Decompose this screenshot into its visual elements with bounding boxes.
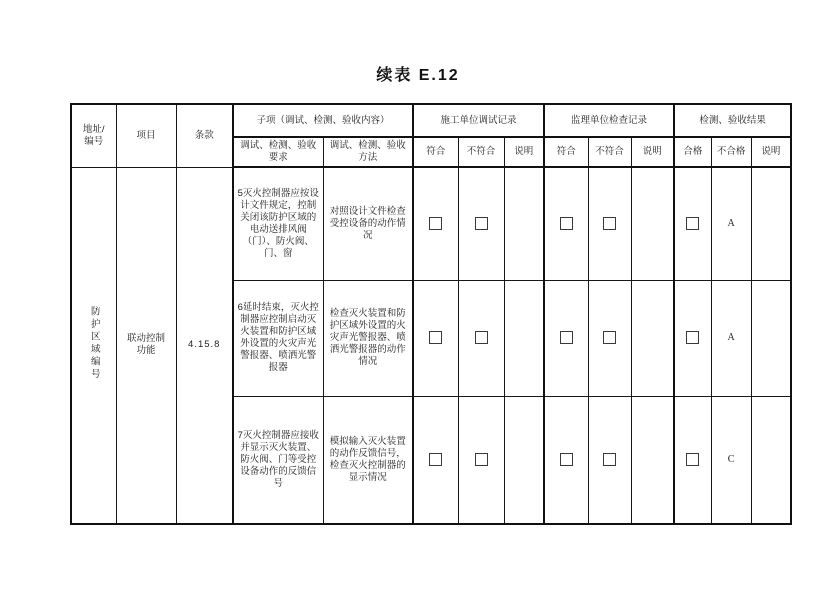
header-method: 调试、检测、验收方法 (323, 137, 413, 167)
supervision-note-cell (631, 280, 674, 396)
method-cell: 检查灭火装置和防护区域外设置的火灾声光警报器、喷洒光警报器的动作情况 (323, 280, 413, 396)
result-note-cell (751, 167, 791, 280)
checkbox-supervision-nonconform-icon[interactable] (603, 331, 616, 344)
header-result-note: 说明 (751, 137, 791, 167)
construction-note-cell (504, 167, 544, 280)
project-cell: 联动控制功能 (116, 167, 176, 524)
checkbox-construction-nonconform-icon[interactable] (475, 453, 488, 466)
result-qualified-cell (674, 396, 711, 524)
supervision-note-cell (631, 396, 674, 524)
requirement-cell: 6延时结束，灭火控制器应控制启动灭火装置和防护区域外设置的火灾声光警报器、喷洒光警报器 (233, 280, 323, 396)
construction-nonconform-cell (458, 280, 504, 396)
supervision-nonconform-cell (588, 167, 631, 280)
construction-conform-cell (413, 167, 458, 280)
header-construction-conform: 符合 (413, 137, 458, 167)
header-project: 项目 (116, 104, 176, 167)
supervision-conform-cell (544, 280, 588, 396)
header-clause: 条款 (176, 104, 233, 167)
checkbox-supervision-conform-icon[interactable] (560, 453, 573, 466)
checkbox-result-qualified-icon[interactable] (686, 453, 699, 466)
supervision-nonconform-cell (588, 280, 631, 396)
result-qualified-cell (674, 280, 711, 396)
table-row (71, 167, 791, 280)
header-supervision-nonconform: 不符合 (588, 137, 631, 167)
method-cell: 模拟输入灭火装置的动作反馈信号，检查灭火控制器的显示情况 (323, 396, 413, 524)
checkbox-supervision-nonconform-icon[interactable] (603, 217, 616, 230)
result-grade-cell: A (711, 167, 751, 280)
checkbox-construction-conform-icon[interactable] (429, 217, 442, 230)
clause-cell: 4.15.8 (176, 167, 233, 524)
construction-note-cell (504, 280, 544, 396)
header-supervision-note: 说明 (631, 137, 674, 167)
checkbox-construction-conform-icon[interactable] (429, 453, 442, 466)
checkbox-construction-nonconform-icon[interactable] (475, 331, 488, 344)
supervision-conform-cell (544, 396, 588, 524)
supervision-conform-cell (544, 167, 588, 280)
result-grade-cell: A (711, 280, 751, 396)
construction-note-cell (504, 396, 544, 524)
checkbox-supervision-conform-icon[interactable] (560, 331, 573, 344)
supervision-note-cell (631, 167, 674, 280)
checkbox-result-qualified-icon[interactable] (686, 331, 699, 344)
result-grade-cell: C (711, 396, 751, 524)
header-supervision-conform: 符合 (544, 137, 588, 167)
inspection-table (70, 103, 792, 525)
construction-nonconform-cell (458, 396, 504, 524)
header-address: 地址/编号 (71, 104, 116, 167)
checkbox-result-qualified-icon[interactable] (686, 217, 699, 230)
result-qualified-cell (674, 167, 711, 280)
construction-conform-cell (413, 280, 458, 396)
construction-conform-cell (413, 396, 458, 524)
checkbox-construction-conform-icon[interactable] (429, 331, 442, 344)
header-construction-nonconform: 不符合 (458, 137, 504, 167)
supervision-nonconform-cell (588, 396, 631, 524)
method-cell: 对照设计文件检查受控设备的动作情况 (323, 167, 413, 280)
result-note-cell (751, 280, 791, 396)
header-result-unqualified: 不合格 (711, 137, 751, 167)
header-construction-group: 施工单位调试记录 (413, 104, 544, 137)
address-cell: 防护区域编号 (71, 167, 116, 524)
header-result-qualified: 合格 (674, 137, 711, 167)
requirement-cell: 5灭火控制器应按设计文件规定，控制关闭该防护区域的电动送排风阀（门）、防火阀、门、窗 (233, 167, 323, 280)
header-requirement: 调试、检测、验收要求 (233, 137, 323, 167)
checkbox-supervision-nonconform-icon[interactable] (603, 453, 616, 466)
construction-nonconform-cell (458, 167, 504, 280)
header-construction-note: 说明 (504, 137, 544, 167)
page-title: 续表 E.12 (376, 67, 460, 84)
header-supervision-group: 监理单位检查记录 (544, 104, 674, 137)
header-result-group: 检测、验收结果 (674, 104, 791, 137)
checkbox-supervision-conform-icon[interactable] (560, 217, 573, 230)
result-note-cell (751, 396, 791, 524)
header-subitem-group: 子项（调试、检测、验收内容） (233, 104, 413, 137)
checkbox-construction-nonconform-icon[interactable] (475, 217, 488, 230)
requirement-cell: 7灭火控制器应接收并显示灭火装置、防火阀、门等受控设备动作的反馈信号 (233, 396, 323, 524)
